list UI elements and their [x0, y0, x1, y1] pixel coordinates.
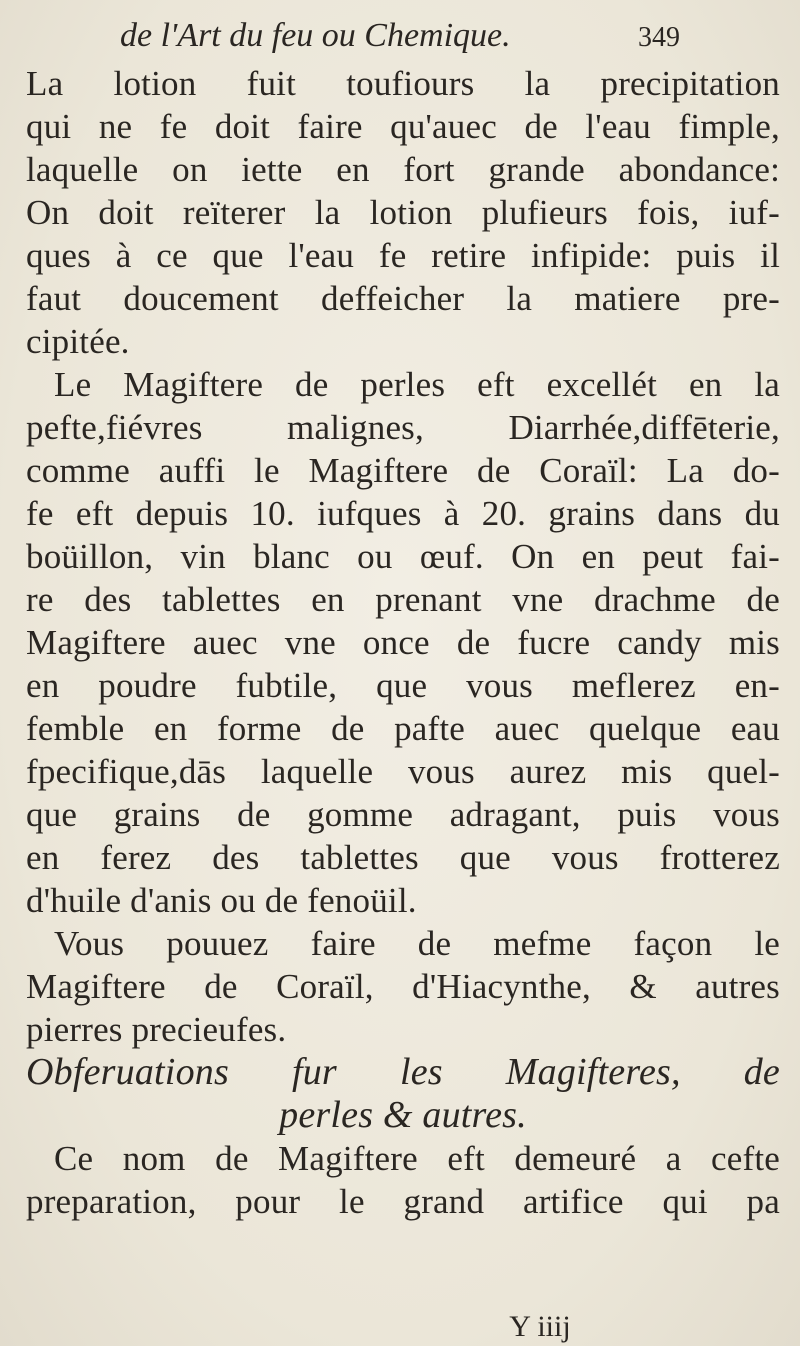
text-line: ques à ce que l'eau fe retire infipide: puis il	[26, 236, 780, 275]
text-line: Magiftere de Coraïl, d'Hiacynthe, & autres	[26, 967, 780, 1006]
text-line: que grains de gomme adragant, puis vous	[26, 795, 780, 834]
text-line: en poudre fubtile, que vous meflerez en-	[26, 666, 780, 705]
text-line: La lotion fuit toufiours la precipitation	[26, 64, 780, 103]
text-line: pierres precieufes.	[26, 1010, 287, 1049]
text-line: fpecifique,dās laquelle vous aurez mis quel-	[26, 752, 780, 791]
text-line: fe eft depuis 10. iufques à 20. grains dans du	[26, 494, 780, 533]
text-line: re des tablettes en prenant vne drachme de	[26, 580, 780, 619]
paragraph-start-line: Vous pouuez faire de mefme façon le	[54, 924, 780, 963]
section-heading-line: perles & autres.	[279, 1094, 527, 1136]
text-line: laquelle on iette en fort grande abondance:	[26, 150, 780, 189]
text-line: en ferez des tablettes que vous frotterez	[26, 838, 780, 877]
text-line: Magiftere auec vne once de fucre candy mis	[26, 623, 780, 662]
text-line: preparation, pour le grand artifice qui pa	[26, 1182, 780, 1221]
text-line: pefte,fiévres malignes, Diarrhée,diffēterie,	[26, 408, 780, 447]
paragraph-start-line: Ce nom de Magiftere eft demeuré a cefte	[54, 1139, 780, 1178]
text-line: femble en forme de pafte auec quelque eau	[26, 709, 780, 748]
text-line: comme auffi le Magiftere de Coraïl: La do-	[26, 451, 780, 490]
text-line: d'huile d'anis ou de fenoüil.	[26, 881, 417, 920]
signature-mark: Y iiij	[509, 1310, 571, 1343]
paragraph-start-line: Le Magiftere de perles eft excellét en la	[54, 365, 780, 404]
text-line: On doit reïterer la lotion plufieurs fois, iuf-	[26, 193, 780, 232]
text-line: qui ne fe doit faire qu'auec de l'eau fimple,	[26, 107, 780, 146]
running-header	[120, 14, 680, 58]
running-title: de l'Art du feu ou Chemique.	[120, 17, 511, 54]
text-line: cipitée.	[26, 322, 130, 361]
section-heading-line: Obferuations fur les Magifteres, de	[26, 1051, 780, 1093]
text-line: boüillon, vin blanc ou œuf. On en peut fai-	[26, 537, 780, 576]
text-line: faut doucement deffeicher la matiere pre-	[26, 279, 780, 318]
page-number: 349	[638, 22, 680, 53]
body-text	[26, 62, 780, 1223]
